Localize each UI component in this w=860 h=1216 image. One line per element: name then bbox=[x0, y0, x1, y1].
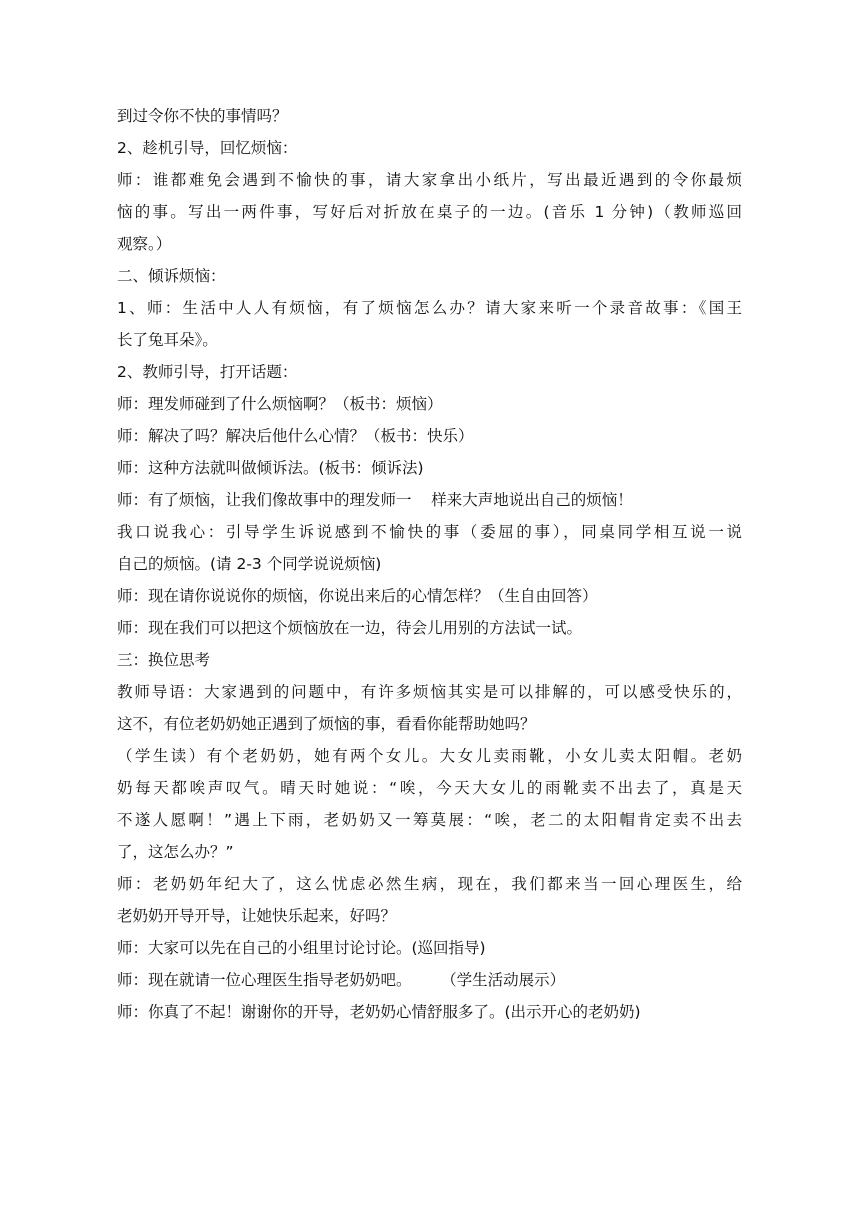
text-line: 师：大家可以先在自己的小组里讨论讨论。(巡回指导) bbox=[117, 939, 486, 957]
text-line: 了，这怎么办？” bbox=[117, 843, 234, 861]
text-line: 老奶奶开导开导，让她快乐起来，好吗？ bbox=[117, 907, 397, 925]
text-line: 师：老奶奶年纪大了，这么忧虑必然生病，现在，我们都来当一回心理医生，给 bbox=[117, 875, 742, 893]
text-line: 师：谁都难免会遇到不愉快的事，请大家拿出小纸片，写出最近遇到的令你最烦 bbox=[117, 171, 742, 189]
text-line: 2、趁机引导，回忆烦恼： bbox=[117, 139, 298, 157]
text-line: 这不，有位老奶奶她正遇到了烦恼的事，看看你能帮助她吗？ bbox=[117, 715, 536, 733]
text-line: 不遂人愿啊！”遇上下雨，老奶奶又一筹莫展：“唉，老二的太阳帽肯定卖不出去 bbox=[117, 811, 742, 829]
text-line: 2、教师引导，打开话题： bbox=[117, 363, 298, 381]
text-line: 师：现在我们可以把这个烦恼放在一边，待会儿用别的方法试一试。 bbox=[117, 619, 583, 637]
text-line: 到过令你不快的事情吗？ bbox=[117, 107, 288, 125]
text-line: 自己的烦恼。(请 2-3 个同学说说烦恼) bbox=[117, 555, 382, 573]
text-line: 师：你真了不起！谢谢你的开导，老奶奶心情舒服多了。(出示开心的老奶奶) bbox=[117, 1003, 641, 1021]
text-line: 我口说我心：引导学生诉说感到不愉快的事（委屈的事），同桌同学相互说一说 bbox=[117, 523, 742, 541]
text-line: 师：解决了吗？解决后他什么心情？（板书：快乐） bbox=[117, 427, 474, 445]
text-line: 师：现在就请一位心理医生指导老奶奶吧。 （学生活动展示） bbox=[117, 971, 566, 989]
text-line: 师：理发师碰到了什么烦恼啊？（板书：烦恼） bbox=[117, 395, 443, 413]
text-line: 师：现在请你说说你的烦恼，你说出来后的心情怎样？（生自由回答） bbox=[117, 587, 598, 605]
section-heading: 三：换位思考 bbox=[117, 651, 211, 669]
text-line: 1、师：生活中人人有烦恼，有了烦恼怎么办？请大家来听一个录音故事：《国王 bbox=[117, 299, 742, 317]
text-line: 长了兔耳朵》。 bbox=[117, 331, 218, 349]
text-line: 恼的事。写出一两件事，写好后对折放在桌子的一边。(音乐 1 分钟)（教师巡回 bbox=[117, 203, 742, 221]
text-line: 教师导语：大家遇到的问题中，有许多烦恼其实是可以排解的，可以感受快乐的， bbox=[117, 683, 742, 701]
text-line: 奶每天都唉声叹气。晴天时她说：“唉，今天大女儿的雨靴卖不出去了，真是天 bbox=[117, 779, 742, 797]
document-body bbox=[117, 100, 742, 1028]
text-line: 师：这种方法就叫做倾诉法。(板书：倾诉法) bbox=[117, 459, 424, 477]
section-heading: 二、倾诉烦恼： bbox=[117, 267, 226, 285]
text-line: 观察。） bbox=[117, 235, 172, 253]
text-line: 师：有了烦恼，让我们像故事中的理发师一 样来大声地说出自己的烦恼！ bbox=[117, 491, 633, 509]
text-line: （学生读）有个老奶奶，她有两个女儿。大女儿卖雨靴，小女儿卖太阳帽。老奶 bbox=[117, 747, 742, 765]
